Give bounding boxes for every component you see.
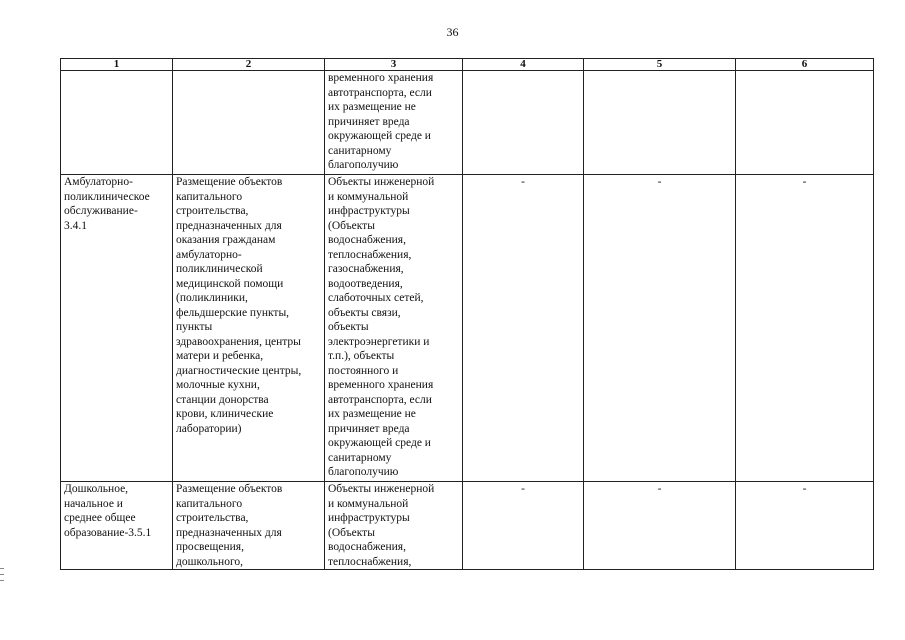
column-header-5: 5 (584, 59, 736, 71)
column-header-3: 3 (325, 59, 463, 71)
table-cell (61, 71, 173, 175)
table-cell (61, 482, 173, 570)
cell-text: Объекты инженерной и коммунальной инфраструктуры (Объекты водоснабжения, теплоснабжения, газоснабжения, водоотведения, слаботочных сетей, объекты связи, объекты электроэнергетики и т.п.), объекты постоянного и временного хранения автотранспорта, если их размещение не причиняет вреда окружающей среде и санитарному благополучию (328, 176, 435, 478)
column-header-1: 1 (61, 59, 173, 71)
table-cell (736, 71, 874, 175)
scan-edge-mark (0, 574, 4, 575)
scan-edge-mark (0, 580, 4, 581)
cell-text: - (521, 483, 525, 495)
cell-text: - (802, 176, 807, 188)
cell-text: - (802, 483, 807, 495)
table-cell (736, 175, 874, 482)
scan-edge-mark (0, 568, 4, 569)
cell-text: Дошкольное, начальное и среднее общее образование-3.5.1 (64, 483, 152, 539)
table-cell (584, 175, 736, 482)
table-cell (463, 71, 584, 175)
table-header-row (61, 59, 874, 71)
cell-text: - (657, 483, 662, 495)
cell-text: Амбулаторно- поликлиническое обслуживание- 3.4.1 (64, 176, 150, 232)
table-cell (325, 482, 463, 570)
table-cell (173, 175, 325, 482)
page-number: 36 (446, 25, 459, 39)
cell-text: - (521, 176, 525, 188)
column-header-4: 4 (463, 59, 584, 71)
table-cell (584, 71, 736, 175)
table-cell (325, 71, 463, 175)
table-cell (736, 482, 874, 570)
cell-text: временного хранения автотранспорта, если их размещение не причиняет вреда окружающей среде и санитарному благополучию (328, 72, 434, 171)
table-cell (173, 482, 325, 570)
table-row-ambulatory (61, 175, 874, 482)
table-cell (61, 175, 173, 482)
column-header-6: 6 (736, 59, 874, 71)
table-cell (463, 482, 584, 570)
cell-text: Размещение объектов капитального строительства, предназначенных для просвещения, дошкольного, (176, 483, 283, 568)
column-header-2: 2 (173, 59, 325, 71)
table-cell (173, 71, 325, 175)
table-cell (463, 175, 584, 482)
cell-text: Размещение объектов капитального строительства, предназначенных для оказания гражданам амбулаторно- поликлинической медицинской помощи (поликлиники, фельдшерские пункты, пункты здравоохранения, центры матери и ребенка, диагностические центры, молочные кухни, станции донорства крови, клинические лаборатории) (176, 176, 302, 435)
cell-text: Объекты инженерной и коммунальной инфраструктуры (Объекты водоснабжения, теплоснабжения, (328, 483, 435, 568)
table-cell (584, 482, 736, 570)
land-use-table (60, 58, 874, 570)
table-row-education (61, 482, 874, 570)
cell-text: - (657, 176, 662, 188)
table-row-continuation (61, 71, 874, 175)
table-cell (325, 175, 463, 482)
